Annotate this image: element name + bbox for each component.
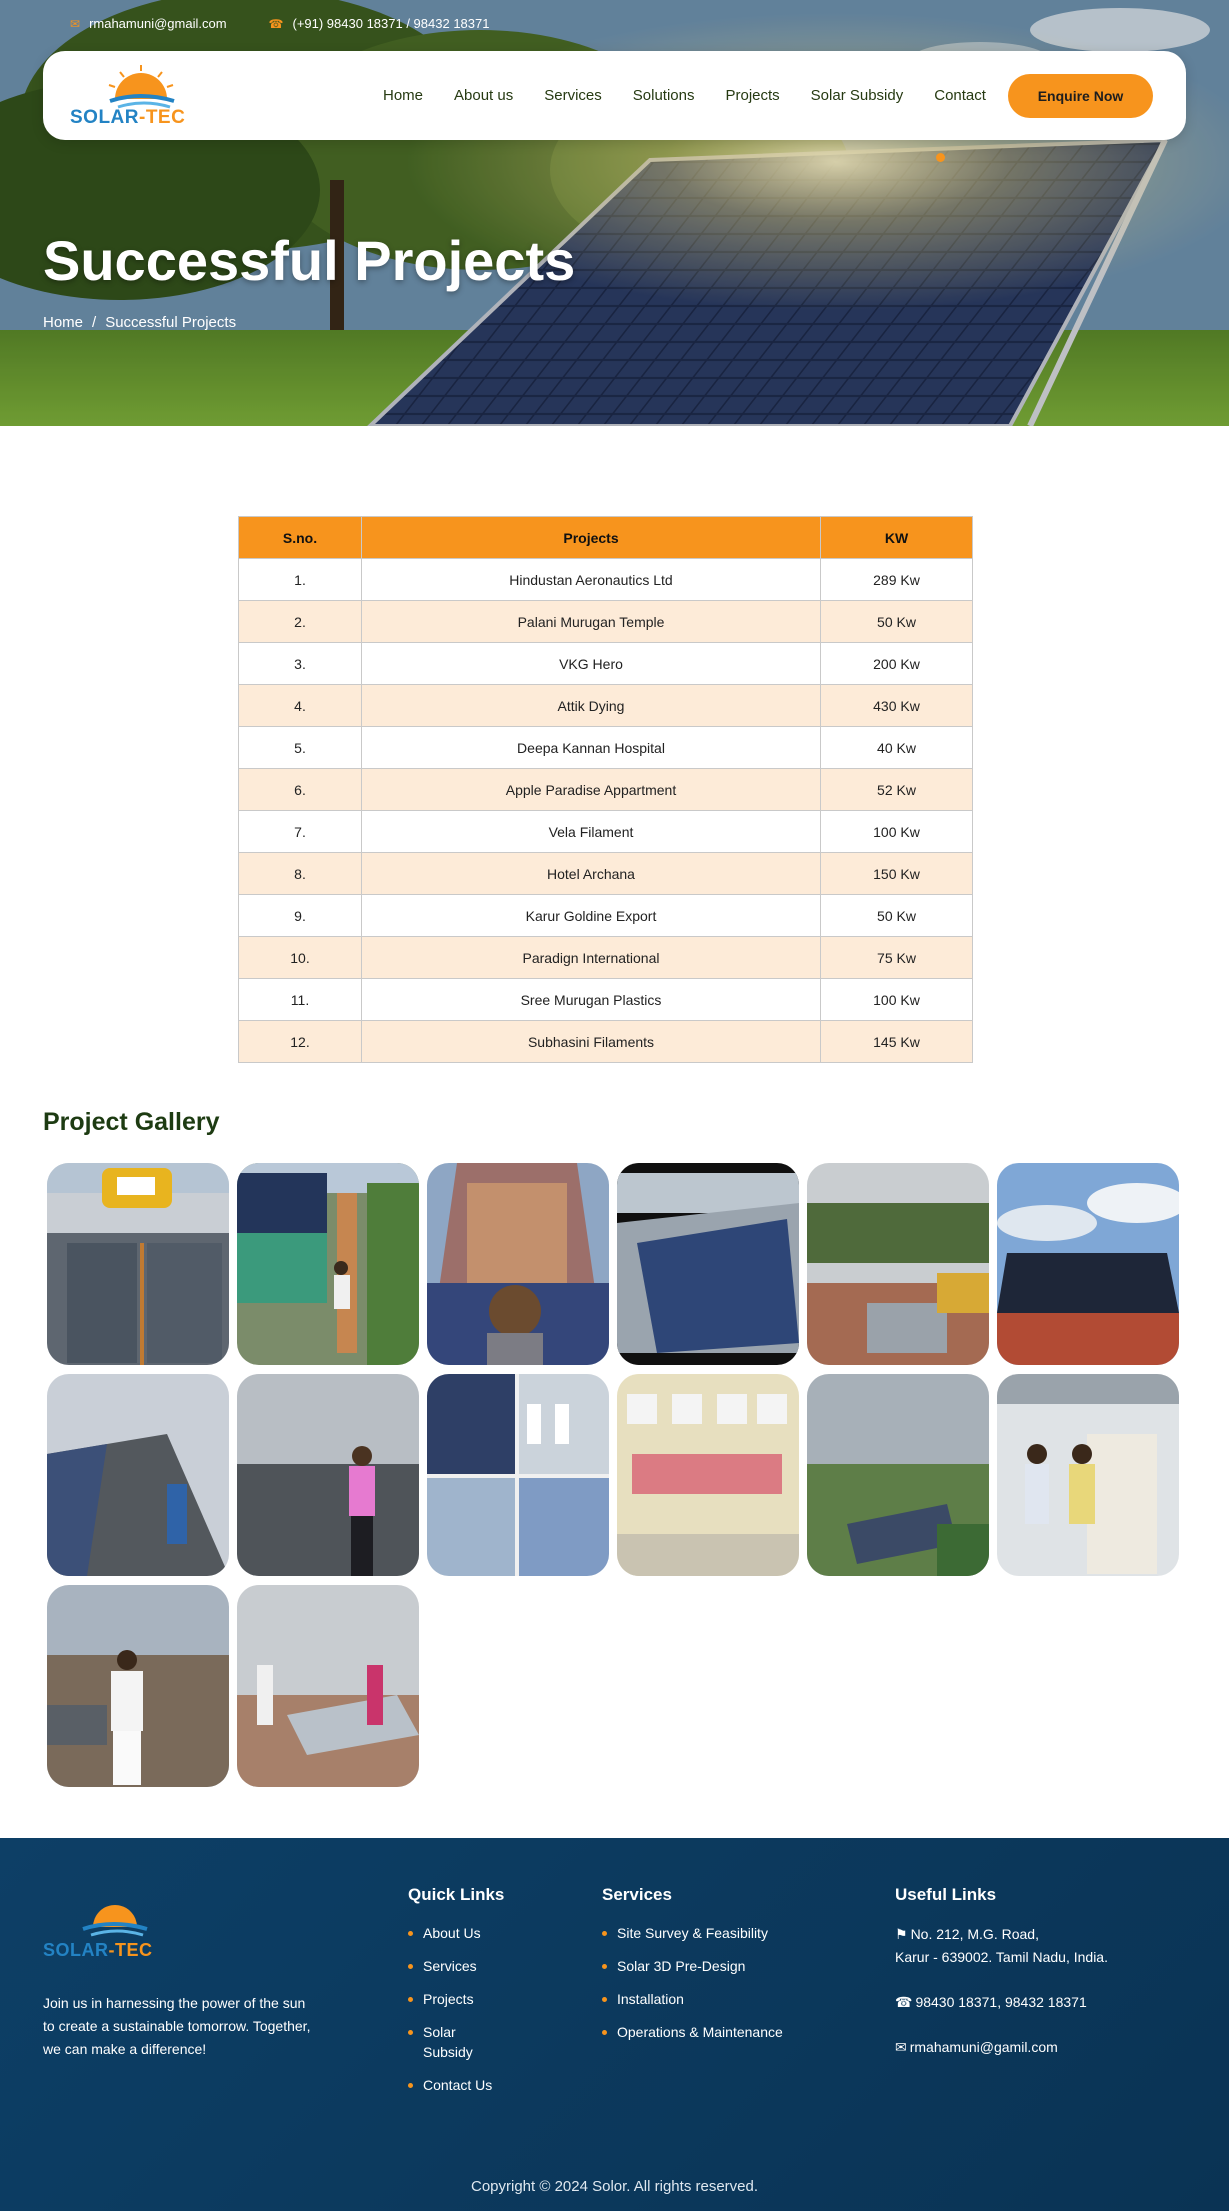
footer-link-contact-us[interactable]: Contact Us [408, 2075, 518, 2095]
breadcrumb-separator: / [92, 314, 97, 331]
envelope-icon: ✉ [70, 16, 81, 31]
gallery-image[interactable] [997, 1374, 1179, 1576]
site-logo[interactable] [70, 63, 210, 129]
cell-kw: 150 Kw [821, 853, 973, 895]
breadcrumb-current: Successful Projects [105, 314, 237, 331]
gallery-image[interactable] [237, 1585, 419, 1787]
table-row [239, 811, 973, 853]
header-projects: Projects [362, 517, 821, 559]
cell-kw: 50 Kw [821, 601, 973, 643]
gallery-image[interactable] [47, 1163, 229, 1365]
footer-link-services[interactable]: Services [408, 1956, 518, 1976]
table-header-row [239, 517, 973, 559]
gallery-image[interactable] [807, 1374, 989, 1576]
nav-solar-subsidy[interactable]: Solar Subsidy [810, 87, 904, 104]
footer-link-projects[interactable]: Projects [408, 1989, 518, 2009]
footer-phone[interactable]: ☎ 98430 18371, 98432 18371 [895, 1994, 1087, 2010]
cell-kw: 145 Kw [821, 1021, 973, 1063]
gallery-image[interactable] [617, 1374, 799, 1576]
projects-table [238, 516, 973, 1063]
nav-contact[interactable]: Contact [934, 87, 986, 104]
hero-banner [0, 0, 1229, 426]
project-gallery [47, 1163, 1184, 1787]
cell-kw: 100 Kw [821, 979, 973, 1021]
cell-sno: 11. [239, 979, 362, 1021]
phone-icon: ☎ [268, 16, 284, 31]
cell-project: Hotel Archana [362, 853, 821, 895]
table-row [239, 685, 973, 727]
nav-links [383, 51, 1017, 140]
gallery-image[interactable] [47, 1585, 229, 1787]
gallery-image[interactable] [237, 1163, 419, 1365]
footer-link-solar-subsidy[interactable]: Solar Subsidy [408, 2022, 478, 2062]
cell-sno: 6. [239, 769, 362, 811]
table-row [239, 643, 973, 685]
cell-kw: 100 Kw [821, 811, 973, 853]
site-footer [0, 1838, 1229, 2211]
table-row [239, 937, 973, 979]
nav-services[interactable]: Services [544, 87, 602, 104]
cell-project: VKG Hero [362, 643, 821, 685]
gallery-title: Project Gallery [43, 1108, 220, 1136]
gallery-image[interactable] [427, 1163, 609, 1365]
table-body [239, 559, 973, 1063]
table-row [239, 1021, 973, 1063]
footer-service-installation[interactable]: Installation [602, 1989, 822, 2009]
footer-logo-wordmark: SOLAR-TEC [43, 1940, 153, 1960]
table-row [239, 559, 973, 601]
gallery-image[interactable] [617, 1163, 799, 1365]
cell-project: Sree Murugan Plastics [362, 979, 821, 1021]
cell-project: Apple Paradise Appartment [362, 769, 821, 811]
nav-projects[interactable]: Projects [725, 87, 780, 104]
page-title: Successful Projects [43, 229, 576, 292]
footer-service-om[interactable]: Operations & Maintenance [602, 2022, 822, 2042]
footer-useful-links [895, 1885, 1195, 2081]
gallery-image[interactable] [807, 1163, 989, 1365]
enquire-now-button[interactable]: Enquire Now [1008, 74, 1153, 118]
cell-project: Subhasini Filaments [362, 1021, 821, 1063]
nav-solutions[interactable]: Solutions [632, 87, 695, 104]
breadcrumb-home[interactable]: Home [43, 314, 84, 331]
cell-sno: 5. [239, 727, 362, 769]
map-pin-icon: ⚑ [895, 1926, 908, 1942]
footer-address: ⚑ No. 212, M.G. Road, Karur - 639002. Tamil Nadu, India. [895, 1926, 1108, 1965]
cell-kw: 75 Kw [821, 937, 973, 979]
footer-about: Join us in harnessing the power of the sun to create a sustainable tomorrow. Together, we can make a difference! [43, 1995, 311, 2057]
gallery-image[interactable] [427, 1374, 609, 1576]
cell-project: Palani Murugan Temple [362, 601, 821, 643]
useful-links-title: Useful Links [895, 1885, 997, 1904]
logo-wordmark: SOLAR-TEC [70, 107, 186, 128]
table-row [239, 979, 973, 1021]
sun-logo-icon [70, 63, 210, 109]
cell-sno: 10. [239, 937, 362, 979]
topbar-phone[interactable]: ☎ (+91) 98430 18371 / 98432 18371 [268, 16, 490, 31]
envelope-icon: ✉ [895, 2039, 907, 2055]
topbar-email[interactable]: ✉ rmahamuni@gmail.com [70, 16, 227, 31]
cell-project: Attik Dying [362, 685, 821, 727]
footer-email[interactable]: ✉ rmahamuni@gamil.com [895, 2039, 1058, 2055]
cell-sno: 3. [239, 643, 362, 685]
gallery-image[interactable] [47, 1374, 229, 1576]
cell-sno: 1. [239, 559, 362, 601]
nav-about-us[interactable]: About us [454, 87, 514, 104]
cell-sno: 9. [239, 895, 362, 937]
table-row [239, 769, 973, 811]
gallery-image[interactable] [997, 1163, 1179, 1365]
cell-sno: 12. [239, 1021, 362, 1063]
table-row [239, 601, 973, 643]
cell-project: Paradign International [362, 937, 821, 979]
cell-kw: 52 Kw [821, 769, 973, 811]
cell-kw: 430 Kw [821, 685, 973, 727]
main-navbar [43, 51, 1186, 140]
nav-home[interactable]: Home [383, 87, 424, 104]
gallery-image[interactable] [237, 1374, 419, 1576]
cell-kw: 50 Kw [821, 895, 973, 937]
footer-service-site-survey[interactable]: Site Survey & Feasibility [602, 1923, 822, 1943]
cell-sno: 7. [239, 811, 362, 853]
header-sno: S.no. [239, 517, 362, 559]
table-row [239, 727, 973, 769]
cell-kw: 200 Kw [821, 643, 973, 685]
footer-link-about-us[interactable]: About Us [408, 1923, 518, 1943]
footer-services [602, 1885, 822, 2055]
breadcrumb [43, 314, 236, 331]
copyright: Copyright © 2024 Solor. All rights reserved. [470, 2178, 759, 2195]
phone-icon: ☎ [895, 1994, 913, 2010]
footer-logo[interactable] [43, 1893, 183, 1963]
sun-logo-icon [43, 1893, 183, 1937]
table-row [239, 853, 973, 895]
cell-kw: 40 Kw [821, 727, 973, 769]
cell-sno: 4. [239, 685, 362, 727]
cell-project: Hindustan Aeronautics Ltd [362, 559, 821, 601]
cell-sno: 8. [239, 853, 362, 895]
services-title: Services [602, 1885, 672, 1904]
cell-sno: 2. [239, 601, 362, 643]
header-kw: KW [821, 517, 973, 559]
cell-project: Deepa Kannan Hospital [362, 727, 821, 769]
table-row [239, 895, 973, 937]
quick-links-title: Quick Links [408, 1885, 505, 1904]
footer-service-3d-design[interactable]: Solar 3D Pre-Design [602, 1956, 822, 1976]
cell-project: Vela Filament [362, 811, 821, 853]
decorative-dot [936, 153, 945, 162]
cell-project: Karur Goldine Export [362, 895, 821, 937]
cell-kw: 289 Kw [821, 559, 973, 601]
footer-quick-links [408, 1885, 518, 2108]
